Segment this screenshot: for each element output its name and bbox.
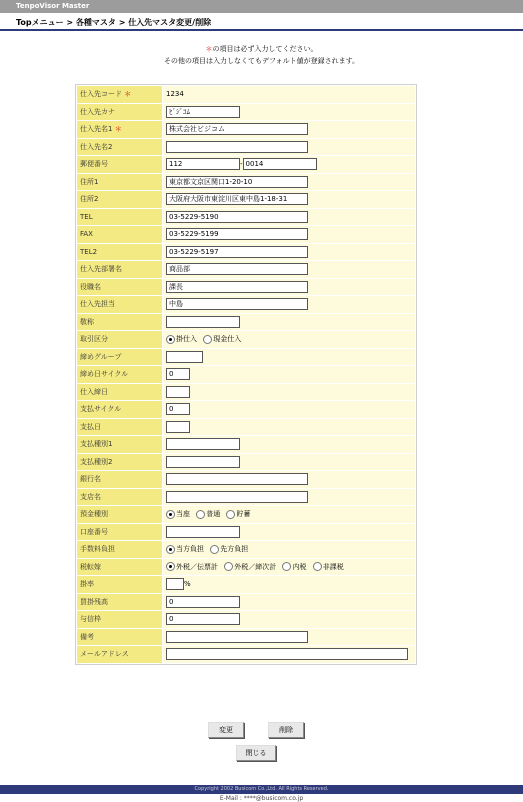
row-deposit	[77, 506, 415, 523]
radio-icon	[166, 335, 175, 344]
fee-theirs-option[interactable]: 先方負担	[210, 545, 248, 553]
note-default: その他の項目は入力しなくてもデフォルト値が登録されます。	[163, 57, 360, 65]
zip1-input[interactable]: 112	[166, 158, 240, 170]
label-name2: 仕入先名2	[77, 139, 162, 156]
row-fax	[77, 226, 415, 243]
radio-icon	[166, 510, 175, 519]
honorific-input[interactable]	[166, 316, 240, 328]
label-closing-day: 仕入締日	[77, 384, 162, 401]
label-position: 役職名	[77, 279, 162, 296]
row-pay-type1	[77, 436, 415, 453]
row-email	[77, 646, 415, 663]
value-code: 1234	[163, 86, 415, 103]
row-name2	[77, 139, 415, 156]
row-rate	[77, 576, 415, 593]
radio-icon	[203, 335, 212, 344]
fee-ours-option[interactable]: 当方負担	[166, 545, 204, 553]
row-tel	[77, 209, 415, 226]
row-txn-type	[77, 331, 415, 348]
breadcrumb-sep: >	[63, 18, 76, 27]
row-position	[77, 279, 415, 296]
position-input[interactable]: 課長	[166, 281, 308, 293]
radio-icon	[166, 545, 175, 554]
label-addr2: 住所2	[77, 191, 162, 208]
radio-icon	[313, 562, 322, 571]
label-pay-type2: 支払種別2	[77, 454, 162, 471]
required-mark: ＊	[205, 45, 213, 53]
kana-input[interactable]: ﾋﾞｼﾞｺﾑ	[166, 106, 240, 118]
email-input[interactable]	[166, 648, 408, 660]
bank-input[interactable]	[166, 473, 308, 485]
closing-group-input[interactable]	[166, 351, 203, 363]
rate-unit: %	[184, 580, 191, 589]
row-bank	[77, 471, 415, 488]
pay-type2-input[interactable]	[166, 456, 240, 468]
row-pay-type2	[77, 454, 415, 471]
breadcrumb-current: 仕入先マスタ変更/削除	[128, 18, 212, 27]
close-button[interactable]: 閉じる	[236, 745, 276, 761]
label-code: 仕入先コード ＊	[77, 86, 162, 103]
dept-input[interactable]: 商品部	[166, 263, 308, 275]
credit-input[interactable]: 0	[166, 613, 240, 625]
label-closing-cycle: 締め日サイクル	[77, 366, 162, 383]
label-tel: TEL	[77, 209, 162, 226]
row-closing-group	[77, 349, 415, 366]
breadcrumb-masters[interactable]: 各種マスタ	[75, 18, 116, 27]
payable-input[interactable]: 0	[166, 596, 240, 608]
row-tel2	[77, 244, 415, 261]
label-account: 口座番号	[77, 524, 162, 541]
fax-input[interactable]: 03-5229-5199	[166, 228, 308, 240]
label-kana: 仕入先カナ	[77, 104, 162, 121]
label-fee: 手数料負担	[77, 541, 162, 558]
deposit-checking-option[interactable]: 当座	[166, 510, 190, 518]
tax-slip-option[interactable]: 外税／伝票計	[166, 563, 218, 571]
row-tax	[77, 559, 415, 576]
label-payable: 買掛残高	[77, 594, 162, 611]
pay-type1-input[interactable]	[166, 438, 240, 450]
label-pay-type1: 支払種別1	[77, 436, 162, 453]
row-honorific	[77, 314, 415, 331]
label-deposit: 預金種別	[77, 506, 162, 523]
label-txn-type: 取引区分	[77, 331, 162, 348]
form-notes	[0, 43, 523, 67]
label-tel2: TEL2	[77, 244, 162, 261]
label-honorific: 敬称	[77, 314, 162, 331]
row-addr2	[77, 191, 415, 208]
footer-email: E-Mail : ****@busicom.co.jp	[219, 795, 304, 802]
note-required	[0, 43, 523, 55]
row-credit	[77, 611, 415, 628]
row-dept	[77, 261, 415, 278]
memo-input[interactable]	[166, 631, 308, 643]
pay-cycle-input[interactable]: 0	[166, 403, 190, 415]
label-pay-day: 支払日	[77, 419, 162, 436]
label-pay-cycle: 支払サイクル	[77, 401, 162, 418]
closing-day-input[interactable]	[166, 386, 190, 398]
row-branch	[77, 489, 415, 506]
addr2-input[interactable]: 大阪府大阪市東淀川区東中島1-18-31	[166, 193, 308, 205]
label-rate: 掛率	[77, 576, 162, 593]
person-input[interactable]: 中島	[166, 298, 308, 310]
label-tax: 税転嫁	[77, 559, 162, 576]
tel2-input[interactable]: 03-5229-5197	[166, 246, 308, 258]
label-fax: FAX	[77, 226, 162, 243]
app-title: TenpoVisor Master	[16, 2, 90, 10]
account-input[interactable]	[166, 526, 240, 538]
deposit-ordinary-option[interactable]: 普通	[196, 510, 220, 518]
breadcrumb	[0, 13, 523, 31]
row-zip	[77, 156, 415, 173]
row-memo	[77, 629, 415, 646]
radio-icon	[166, 562, 175, 571]
zip2-input[interactable]: 0014	[243, 158, 317, 170]
deposit-savings-option[interactable]: 貯蓄	[226, 510, 250, 518]
label-closing-group: 締めグループ	[77, 349, 162, 366]
pay-day-input[interactable]	[166, 421, 190, 433]
name2-input[interactable]	[166, 141, 308, 153]
zip-dash: -	[240, 160, 243, 169]
label-branch: 支店名	[77, 489, 162, 506]
radio-icon	[226, 510, 235, 519]
txn-credit-option[interactable]: 掛仕入	[166, 335, 197, 343]
name1-input[interactable]: 株式会社ビジコム	[166, 123, 308, 135]
closing-cycle-input[interactable]: 0	[166, 368, 190, 380]
radio-icon	[210, 545, 219, 554]
row-closing-cycle	[77, 366, 415, 383]
addr1-input[interactable]: 東京都文京区関口1-20-10	[166, 176, 308, 188]
update-button[interactable]: 変更	[208, 722, 244, 738]
row-closing-day	[77, 384, 415, 401]
row-name1	[77, 121, 415, 138]
delete-button[interactable]: 削除	[268, 722, 304, 738]
row-kana	[77, 104, 415, 121]
row-addr1	[77, 174, 415, 191]
row-pay-day	[77, 419, 415, 436]
label-zip: 郵便番号	[77, 156, 162, 173]
label-dept: 仕入先部署名	[77, 261, 162, 278]
app-title-bar	[0, 0, 523, 13]
label-person: 仕入先担当	[77, 296, 162, 313]
tax-inclusive-option[interactable]: 内税	[282, 563, 306, 571]
tax-exempt-option[interactable]: 非課税	[313, 563, 344, 571]
label-credit: 与信枠	[77, 611, 162, 628]
row-person	[77, 296, 415, 313]
radio-icon	[196, 510, 205, 519]
radio-icon	[224, 562, 233, 571]
supplier-form	[75, 84, 417, 665]
footer-copyright: Copyright 2002 Busicom Co.,Ltd. All Rights Reserved.	[0, 785, 523, 794]
tax-closing-option[interactable]: 外税／締次計	[224, 563, 276, 571]
row-fee	[77, 541, 415, 558]
rate-input[interactable]	[166, 578, 184, 590]
note-required-text: の項目は必ず入力してください。	[212, 45, 318, 53]
branch-input[interactable]	[166, 491, 308, 503]
label-addr1: 住所1	[77, 174, 162, 191]
txn-cash-option[interactable]: 現金仕入	[203, 335, 241, 343]
row-code	[77, 86, 415, 103]
row-account	[77, 524, 415, 541]
radio-icon	[282, 562, 291, 571]
tel-input[interactable]: 03-5229-5190	[166, 211, 308, 223]
breadcrumb-top[interactable]: Topメニュー	[16, 18, 64, 27]
breadcrumb-sep: >	[115, 18, 129, 27]
label-memo: 備考	[77, 629, 162, 646]
label-name1: 仕入先名1 ＊	[77, 121, 162, 138]
label-bank: 銀行名	[77, 471, 162, 488]
row-payable	[77, 594, 415, 611]
label-email: メールアドレス	[77, 646, 162, 663]
row-pay-cycle	[77, 401, 415, 418]
